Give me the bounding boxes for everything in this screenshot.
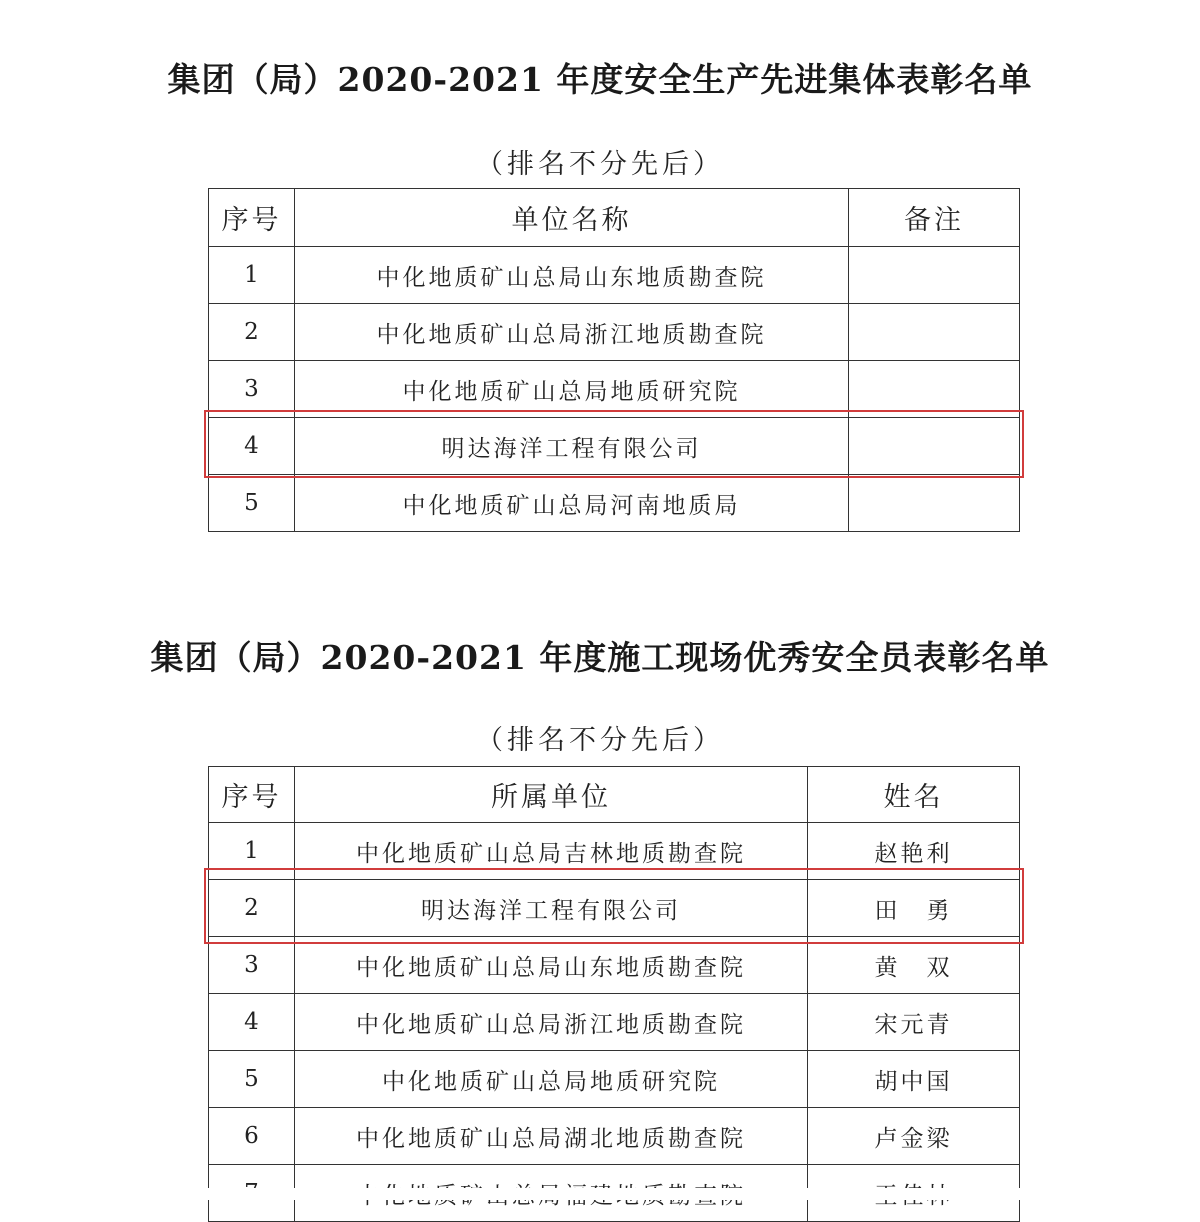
row-no: 5 (209, 475, 295, 532)
table-row (209, 937, 1020, 994)
row-unit: 中化地质矿山总局浙江地质勘查院 (295, 304, 849, 361)
table-row (209, 475, 1020, 532)
row-unit: 中化地质矿山总局河南地质局 (295, 475, 849, 532)
row-no: 3 (209, 937, 295, 994)
row-note (849, 475, 1020, 532)
table-row (209, 1108, 1020, 1165)
table-header-row (209, 767, 1020, 823)
row-unit: 中化地质矿山总局浙江地质勘查院 (295, 994, 808, 1051)
section1-title: 集团（局）2020-2021 年度安全生产先进集体表彰名单 (167, 60, 1033, 99)
row-no: 4 (209, 994, 295, 1051)
row-unit: 明达海洋工程有限公司 (295, 880, 808, 937)
table-row (209, 247, 1020, 304)
row-no: 1 (209, 247, 295, 304)
row-person-name: 田 勇 (808, 880, 1020, 937)
table-header-row (209, 189, 1020, 247)
table-row (209, 1051, 1020, 1108)
row-no: 2 (209, 880, 295, 937)
row-unit: 明达海洋工程有限公司 (295, 418, 849, 475)
section1-subtitle: （排名不分先后） (476, 149, 724, 180)
header-note: 备注 (849, 189, 1020, 247)
row-unit: 中化地质矿山总局湖北地质勘查院 (295, 1108, 808, 1165)
row-no: 1 (209, 823, 295, 880)
table-row (209, 994, 1020, 1051)
row-person-name: 宋元青 (808, 994, 1020, 1051)
row-unit: 中化地质矿山总局山东地质勘查院 (295, 247, 849, 304)
row-note (849, 304, 1020, 361)
row-no: 3 (209, 361, 295, 418)
table-row (209, 823, 1020, 880)
safety-officer-award-table (208, 766, 1020, 1222)
row-person-name: 胡中国 (808, 1051, 1020, 1108)
header-no: 序号 (209, 767, 295, 823)
table-row (209, 304, 1020, 361)
table-row-highlighted (209, 418, 1020, 475)
row-note (849, 418, 1020, 475)
row-unit: 中化地质矿山总局地质研究院 (295, 1051, 808, 1108)
header-name: 姓名 (808, 767, 1020, 823)
row-no: 5 (209, 1051, 295, 1108)
row-note (849, 247, 1020, 304)
row-person-name: 卢金梁 (808, 1108, 1020, 1165)
header-no: 序号 (209, 189, 295, 247)
table-row-highlighted (209, 880, 1020, 937)
header-unit-name: 单位名称 (295, 189, 849, 247)
row-unit: 中化地质矿山总局地质研究院 (295, 361, 849, 418)
page-bottom-edge (0, 1188, 1200, 1200)
collective-award-table (208, 188, 1020, 532)
header-affiliated-unit: 所属单位 (295, 767, 808, 823)
row-unit: 中化地质矿山总局吉林地质勘查院 (295, 823, 808, 880)
row-unit: 中化地质矿山总局山东地质勘查院 (295, 937, 808, 994)
row-no: 6 (209, 1108, 295, 1165)
row-no: 4 (209, 418, 295, 475)
row-person-name: 黄 双 (808, 937, 1020, 994)
row-note (849, 361, 1020, 418)
section2-subtitle: （排名不分先后） (476, 725, 724, 756)
row-no: 2 (209, 304, 295, 361)
section2-title: 集团（局）2020-2021 年度施工现场优秀安全员表彰名单 (150, 638, 1050, 677)
row-person-name: 赵艳利 (808, 823, 1020, 880)
table-row (209, 361, 1020, 418)
